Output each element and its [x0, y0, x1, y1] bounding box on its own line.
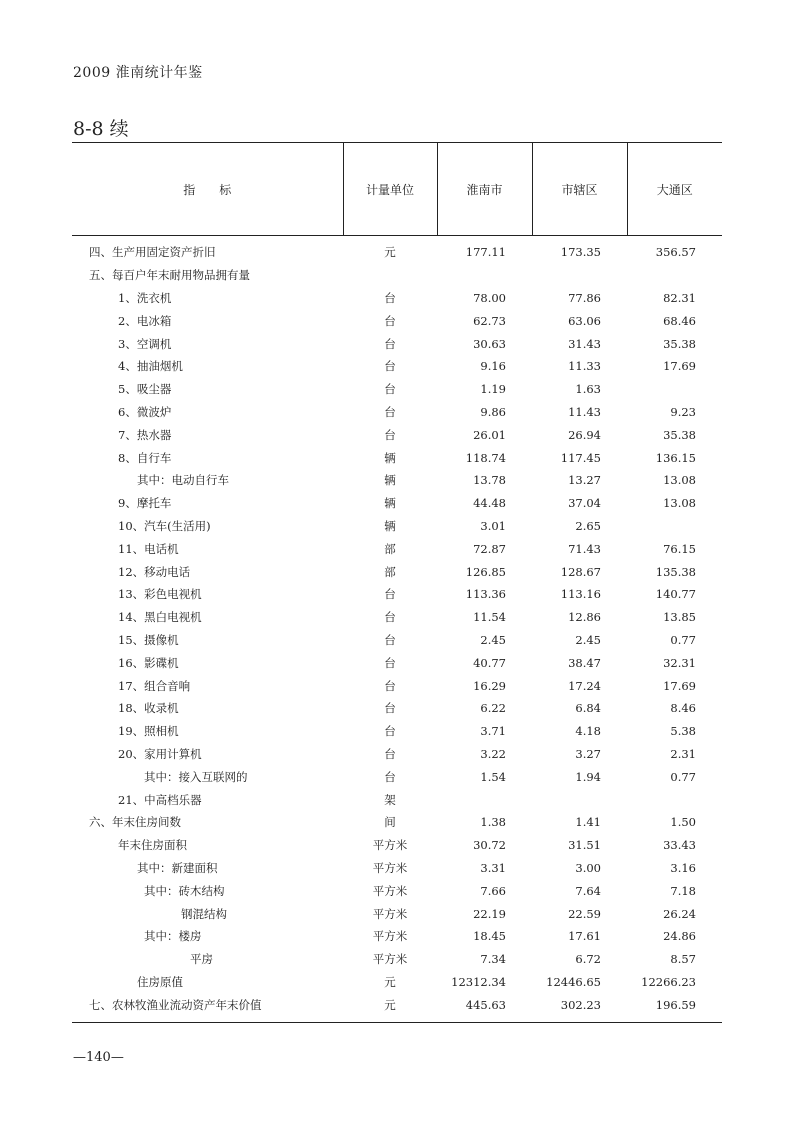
datong-district-value: 26.24	[663, 906, 696, 921]
datong-district-value: 135.38	[655, 564, 696, 579]
huainan-city-value: 3.71	[480, 724, 506, 739]
huainan-city-value: 78.00	[473, 290, 506, 305]
city-districts-value: 38.47	[568, 655, 601, 670]
datong-district-value: 35.38	[663, 336, 696, 351]
indicator-cell: 1、洗衣机	[118, 290, 172, 305]
unit-cell: 辆	[384, 496, 396, 511]
unit-cell: 台	[384, 678, 396, 693]
indicator-cell: 10、汽车(生活用)	[118, 518, 211, 533]
city-districts-value: 11.43	[568, 404, 601, 419]
table-row	[72, 765, 722, 788]
indicator-cell: 其中：新建面积	[137, 860, 218, 875]
datong-district-value: 0.77	[670, 632, 696, 647]
unit-cell: 辆	[384, 518, 396, 533]
indicator-cell: 其中：接入互联网的	[144, 769, 248, 784]
table-row	[72, 446, 722, 469]
city-districts-value: 6.84	[575, 701, 601, 716]
indicator-cell: 4、抽油烟机	[118, 359, 183, 374]
unit-cell: 平方米	[372, 860, 408, 875]
datong-district-value: 9.23	[670, 404, 696, 419]
table-row	[72, 537, 722, 560]
datong-district-value: 68.46	[663, 313, 696, 328]
table-row	[72, 743, 722, 766]
huainan-city-value: 12312.34	[451, 974, 506, 989]
city-districts-value: 11.33	[568, 359, 601, 374]
huainan-city-value: 7.66	[480, 883, 506, 898]
table-row	[72, 857, 722, 880]
table-row	[72, 811, 722, 834]
indicator-cell: 6、微波炉	[118, 404, 172, 419]
table-row	[72, 879, 722, 902]
datong-district-value: 196.59	[627, 993, 722, 1022]
city-districts-value: 12.86	[568, 610, 601, 625]
unit-cell: 平方米	[372, 883, 408, 898]
datong-district-value: 7.18	[670, 883, 696, 898]
city-districts-value: 31.43	[568, 336, 601, 351]
datong-district-value: 82.31	[663, 290, 696, 305]
city-districts-value: 128.67	[560, 564, 601, 579]
huainan-city-value: 30.72	[473, 838, 506, 853]
huainan-city-value	[437, 788, 532, 811]
table-row	[72, 264, 722, 287]
unit-cell	[343, 264, 437, 287]
unit-cell: 台	[384, 290, 396, 305]
city-districts-value: 31.51	[568, 838, 601, 853]
unit-cell: 台	[384, 724, 396, 739]
column-header-unit: 计量单位	[343, 143, 437, 236]
unit-cell: 辆	[384, 450, 396, 465]
city-districts-value	[532, 788, 627, 811]
table-row	[72, 378, 722, 401]
indicator-cell: 15、摄像机	[118, 632, 179, 647]
huainan-city-value: 16.29	[473, 678, 506, 693]
unit-cell: 台	[384, 701, 396, 716]
unit-cell: 台	[384, 655, 396, 670]
table-row	[72, 309, 722, 332]
table-row	[72, 401, 722, 424]
city-districts-value: 2.45	[575, 632, 601, 647]
table-row	[72, 697, 722, 720]
city-districts-value: 63.06	[568, 313, 601, 328]
unit-cell: 平方米	[372, 952, 408, 967]
unit-cell: 元	[343, 993, 437, 1022]
huainan-city-value: 13.78	[473, 473, 506, 488]
city-districts-value: 113.16	[560, 587, 601, 602]
unit-cell: 台	[384, 404, 396, 419]
datong-district-value	[627, 378, 722, 401]
city-districts-value: 77.86	[568, 290, 601, 305]
unit-cell: 台	[384, 746, 396, 761]
city-districts-value: 22.59	[568, 906, 601, 921]
huainan-city-value: 7.34	[480, 952, 506, 967]
column-header-datong-district: 大通区	[627, 143, 722, 236]
indicator-cell: 其中：砖木结构	[144, 883, 225, 898]
indicator-cell: 16、影碟机	[118, 655, 179, 670]
city-districts-value: 4.18	[575, 724, 601, 739]
table-header-row	[72, 143, 722, 236]
unit-cell: 台	[384, 359, 396, 374]
huainan-city-value: 1.54	[480, 769, 506, 784]
datong-district-value: 76.15	[663, 541, 696, 556]
datong-district-value: 32.31	[663, 655, 696, 670]
huainan-city-value: 11.54	[473, 610, 506, 625]
table-row	[72, 629, 722, 652]
indicator-cell: 其中：电动自行车	[137, 473, 229, 488]
city-districts-value: 17.24	[568, 678, 601, 693]
city-districts-value: 1.94	[575, 769, 601, 784]
indicator-cell: 7、热水器	[118, 427, 172, 442]
indicator-cell: 3、空调机	[118, 336, 172, 351]
huainan-city-value: 44.48	[473, 496, 506, 511]
indicator-cell: 9、摩托车	[118, 496, 172, 511]
datong-district-value: 17.69	[663, 678, 696, 693]
datong-district-value: 13.08	[663, 496, 696, 511]
city-districts-value: 13.27	[568, 473, 601, 488]
indicator-cell: 2、电冰箱	[118, 313, 172, 328]
datong-district-value: 8.57	[670, 952, 696, 967]
indicator-cell: 17、组合音响	[118, 678, 191, 693]
indicator-cell: 年末住房面积	[118, 838, 187, 853]
table-row	[72, 788, 722, 811]
datong-district-value: 1.50	[670, 815, 696, 830]
running-header: 2009 淮南统计年鉴	[73, 65, 203, 81]
huainan-city-value: 126.85	[465, 564, 506, 579]
datong-district-value: 136.15	[655, 450, 696, 465]
datong-district-value: 2.31	[670, 746, 696, 761]
huainan-city-value: 177.11	[465, 245, 506, 260]
column-header-city-districts: 市辖区	[532, 143, 627, 236]
table-row	[72, 948, 722, 971]
unit-cell: 台	[384, 769, 396, 784]
city-districts-value: 3.27	[575, 746, 601, 761]
huainan-city-value: 9.86	[480, 404, 506, 419]
column-header-indicator: 指 标	[72, 143, 343, 236]
huainan-city-value: 6.22	[480, 701, 506, 716]
unit-cell: 架	[384, 792, 396, 807]
datong-district-value: 35.38	[663, 427, 696, 442]
unit-cell: 台	[384, 632, 396, 647]
huainan-city-value: 3.22	[480, 746, 506, 761]
city-districts-value: 37.04	[568, 496, 601, 511]
unit-cell: 辆	[384, 473, 396, 488]
unit-cell: 平方米	[372, 838, 408, 853]
datong-district-value	[627, 264, 722, 287]
huainan-city-value: 30.63	[473, 336, 506, 351]
indicator-cell: 14、黑白电视机	[118, 610, 202, 625]
statistics-table	[72, 142, 722, 1023]
indicator-cell: 平房	[190, 952, 213, 967]
page-number: —140—	[73, 1050, 124, 1065]
indicator-cell: 5、吸尘器	[118, 382, 172, 397]
huainan-city-value: 118.74	[465, 450, 506, 465]
table-row	[72, 236, 722, 264]
city-districts-value: 2.65	[575, 518, 601, 533]
city-districts-value: 173.35	[560, 245, 601, 260]
datong-district-value	[627, 515, 722, 538]
huainan-city-value: 445.63	[437, 993, 532, 1022]
datong-district-value: 13.85	[663, 610, 696, 625]
indicator-cell: 住房原值	[137, 974, 183, 989]
table-row	[72, 583, 722, 606]
table-row	[72, 287, 722, 310]
city-districts-value: 6.72	[575, 952, 601, 967]
table-row	[72, 993, 722, 1022]
city-districts-value: 3.00	[575, 860, 601, 875]
datong-district-value: 3.16	[670, 860, 696, 875]
unit-cell: 部	[384, 564, 396, 579]
indicator-cell: 五、每百户年末耐用物品拥有量	[89, 268, 250, 283]
city-districts-value	[532, 264, 627, 287]
unit-cell: 台	[384, 336, 396, 351]
city-districts-value: 7.64	[575, 883, 601, 898]
datong-district-value: 0.77	[670, 769, 696, 784]
unit-cell: 元	[384, 974, 396, 989]
indicator-cell: 13、彩色电视机	[118, 587, 202, 602]
unit-cell: 平方米	[372, 929, 408, 944]
huainan-city-value: 18.45	[473, 929, 506, 944]
unit-cell: 台	[384, 427, 396, 442]
city-districts-value: 71.43	[568, 541, 601, 556]
indicator-cell: 11、电话机	[118, 541, 179, 556]
table-row	[72, 355, 722, 378]
huainan-city-value	[437, 264, 532, 287]
huainan-city-value: 40.77	[473, 655, 506, 670]
datong-district-value: 13.08	[663, 473, 696, 488]
unit-cell: 台	[384, 610, 396, 625]
datong-district-value	[627, 788, 722, 811]
table-row	[72, 606, 722, 629]
city-districts-value: 117.45	[560, 450, 601, 465]
indicator-cell: 其中：楼房	[144, 929, 202, 944]
unit-cell: 元	[384, 245, 396, 260]
indicator-cell: 四、生产用固定资产折旧	[89, 245, 216, 260]
unit-cell: 台	[384, 313, 396, 328]
table-row	[72, 332, 722, 355]
table-row	[72, 492, 722, 515]
datong-district-value: 17.69	[663, 359, 696, 374]
datong-district-value: 33.43	[663, 838, 696, 853]
datong-district-value: 5.38	[670, 724, 696, 739]
city-districts-value: 17.61	[568, 929, 601, 944]
city-districts-value: 302.23	[532, 993, 627, 1022]
huainan-city-value: 72.87	[473, 541, 506, 556]
indicator-cell: 钢混结构	[181, 906, 227, 921]
city-districts-value: 1.63	[575, 382, 601, 397]
indicator-cell: 19、照相机	[118, 724, 179, 739]
table-row	[72, 469, 722, 492]
datong-district-value: 12266.23	[641, 974, 696, 989]
datong-district-value: 24.86	[663, 929, 696, 944]
table-row	[72, 902, 722, 925]
huainan-city-value: 9.16	[480, 359, 506, 374]
table-body	[72, 236, 722, 1023]
table-title: 8-8 续	[73, 118, 129, 140]
huainan-city-value: 22.19	[473, 906, 506, 921]
city-districts-value: 1.41	[575, 815, 601, 830]
huainan-city-value: 26.01	[473, 427, 506, 442]
unit-cell: 台	[384, 382, 396, 397]
datong-district-value: 8.46	[670, 701, 696, 716]
indicator-cell: 12、移动电话	[118, 564, 191, 579]
column-header-huainan-city: 淮南市	[437, 143, 532, 236]
table-row	[72, 674, 722, 697]
huainan-city-value: 3.01	[480, 518, 506, 533]
unit-cell: 部	[384, 541, 396, 556]
huainan-city-value: 1.38	[480, 815, 506, 830]
unit-cell: 间	[384, 815, 396, 830]
table-row	[72, 834, 722, 857]
huainan-city-value: 1.19	[480, 382, 506, 397]
indicator-cell: 18、收录机	[118, 701, 179, 716]
indicator-cell: 8、自行车	[118, 450, 172, 465]
indicator-cell: 20、家用计算机	[118, 746, 202, 761]
huainan-city-value: 62.73	[473, 313, 506, 328]
table-row	[72, 423, 722, 446]
table-row	[72, 925, 722, 948]
huainan-city-value: 113.36	[465, 587, 506, 602]
datong-district-value: 140.77	[655, 587, 696, 602]
unit-cell: 平方米	[372, 906, 408, 921]
table-row	[72, 651, 722, 674]
unit-cell: 台	[384, 587, 396, 602]
indicator-cell: 21、中高档乐器	[118, 792, 202, 807]
table-row	[72, 515, 722, 538]
huainan-city-value: 2.45	[480, 632, 506, 647]
huainan-city-value: 3.31	[480, 860, 506, 875]
table-row	[72, 971, 722, 994]
city-districts-value: 12446.65	[546, 974, 601, 989]
indicator-cell: 六、年末住房间数	[89, 815, 181, 830]
table-row	[72, 720, 722, 743]
city-districts-value: 26.94	[568, 427, 601, 442]
indicator-cell: 七、农林牧渔业流动资产年末价值	[72, 993, 343, 1022]
datong-district-value: 356.57	[655, 245, 696, 260]
table-row	[72, 560, 722, 583]
